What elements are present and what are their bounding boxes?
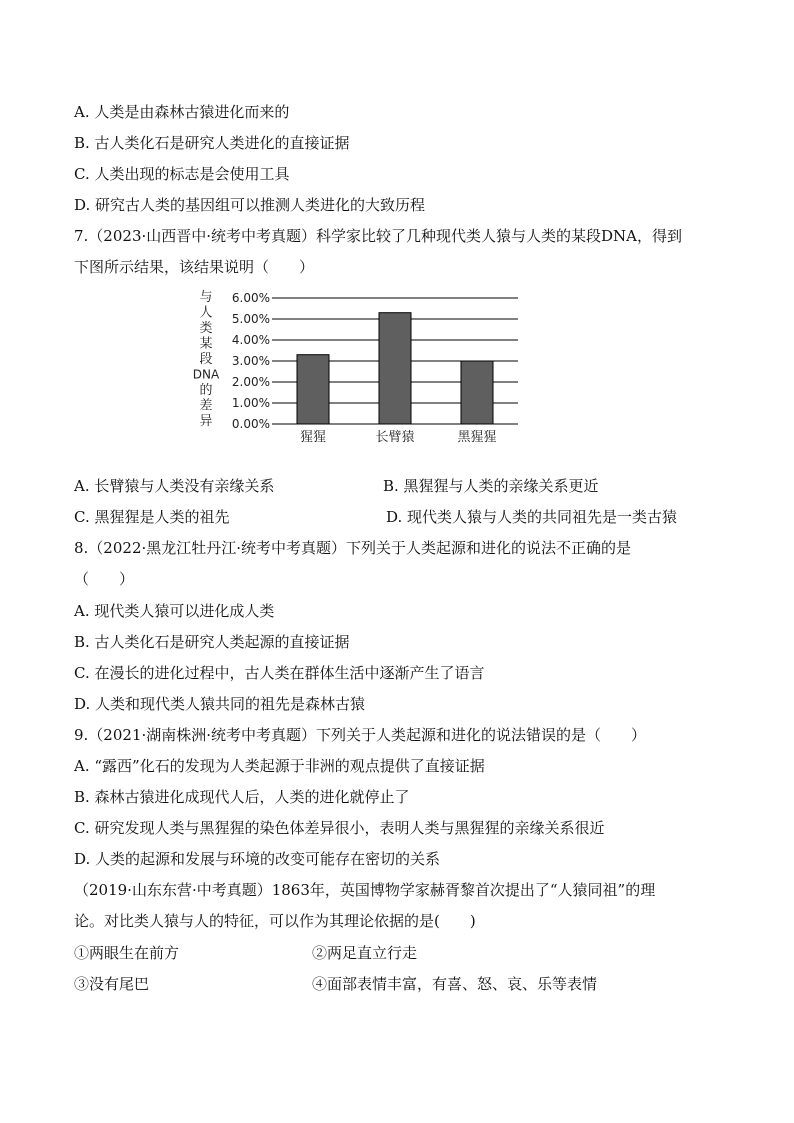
bars: [297, 313, 493, 424]
q10-item-2: ②两足直立行走: [312, 944, 418, 962]
y-label-char: 类: [199, 321, 213, 336]
x-tick-label: 猩猩: [299, 430, 327, 445]
q7-option-d: D. 现代类人猿与人类的共同祖先是一类古猿: [386, 508, 678, 526]
y-tick-label: 4.00%: [231, 333, 270, 347]
q7-stem-line2: 下图所示结果，该结果说明（ ）: [74, 258, 315, 276]
q6-option-b: B. 古人类化石是研究人类进化的直接证据: [74, 134, 350, 152]
q8-option-c: C. 在漫长的进化过程中，古人类在群体生活中逐渐产生了语言: [74, 664, 485, 682]
y-tick-label: 1.00%: [231, 396, 270, 410]
bar: [379, 313, 411, 424]
dna-difference-bar-chart: [190, 285, 530, 457]
x-tick-label: 黑猩猩: [457, 430, 497, 445]
x-tick-labels: [300, 429, 497, 445]
y-axis-label: [193, 290, 220, 429]
q9-option-b: B. 森林古猿进化成现代人后，人类的进化就停止了: [74, 788, 410, 806]
q7-option-c: C. 黑猩猩是人类的祖先: [74, 508, 230, 526]
bar: [297, 355, 329, 424]
q10-item-3: ③没有尾巴: [74, 975, 150, 993]
q6-option-c: C. 人类出现的标志是会使用工具: [74, 165, 290, 183]
q7-option-b: B. 黑猩猩与人类的亲缘关系更近: [383, 477, 599, 495]
q8-stem-line1: 8.（2022·黑龙江牡丹江·统考中考真题）下列关于人类起源和进化的说法不正确的是: [74, 539, 632, 557]
y-label-char: 的: [199, 383, 213, 398]
y-tick-label: 3.00%: [231, 354, 270, 368]
q10-stem-line1: （2019·山东东营·中考真题）1863年，英国博物学家赫胥黎首次提出了“人猿同祖”的理: [74, 881, 656, 899]
q8-option-a: A. 现代类人猿可以进化成人类: [74, 602, 275, 620]
q8-option-d: D. 人类和现代类人猿共同的祖先是森林古猿: [74, 695, 366, 713]
q10-item-4: ④面部表情丰富，有喜、怒、哀、乐等表情: [312, 975, 598, 993]
q9-stem: 9.（2021·湖南株洲·统考中考真题）下列关于人类起源和进化的说法错误的是（ ）: [74, 726, 647, 744]
bar: [461, 361, 493, 424]
y-label-char: DNA: [192, 367, 220, 382]
q10-item-1: ①两眼生在前方: [74, 944, 180, 962]
y-tick-label: 0.00%: [231, 417, 270, 431]
q8-stem-line2: （ ）: [74, 570, 135, 588]
q10-stem-line2: 论。对比类人猿与人的特征，可以作为其理论依据的是( ): [74, 912, 476, 930]
y-label-char: 段: [199, 352, 213, 367]
y-tick-label: 5.00%: [231, 312, 270, 326]
x-tick-label: 长臂猿: [375, 430, 415, 445]
y-label-char: 异: [199, 414, 213, 429]
q6-option-a: A. 人类是由森林古猿进化而来的: [74, 103, 290, 121]
q8-option-b: B. 古人类化石是研究人类起源的直接证据: [74, 633, 350, 651]
q6-option-d: D. 研究古人类的基因组可以推测人类进化的大致历程: [74, 196, 426, 214]
q9-option-d: D. 人类的起源和发展与环境的改变可能存在密切的关系: [74, 850, 441, 868]
y-label-char: 人: [199, 305, 213, 321]
q9-option-c: C. 研究发现人类与黑猩猩的染色体差异很小，表明人类与黑猩猩的亲缘关系很近: [74, 819, 605, 837]
y-tick-labels: [232, 291, 270, 431]
q7-option-a: A. 长臂猿与人类没有亲缘关系: [74, 477, 275, 495]
y-tick-label: 2.00%: [231, 375, 270, 389]
q7-stem-line1: 7.（2023·山西晋中·统考中考真题）科学家比较了几种现代类人猿与人类的某段DNA，得到: [74, 227, 683, 245]
y-label-char: 与: [199, 290, 213, 305]
y-tick-label: 6.00%: [231, 291, 270, 305]
y-label-char: 某: [199, 336, 213, 352]
y-label-char: 差: [199, 398, 213, 414]
q9-option-a: A. “露西”化石的发现为人类起源于非洲的观点提供了直接证据: [74, 757, 485, 775]
